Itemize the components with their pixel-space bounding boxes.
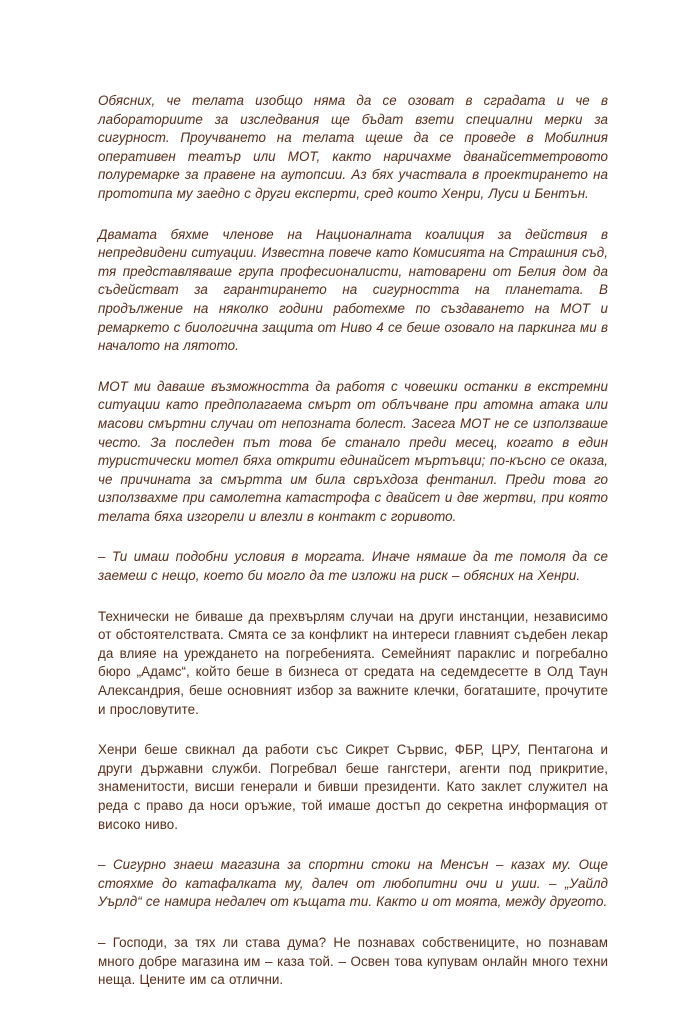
paragraph-3: МОТ ми даваше възможността да работя с човешки останки в екстремни ситуации като предполагаема смърт от облъчване при атомна атака или масови смъртни случаи от непозната болест. Засега МОТ не се използваше често. За последен път това бе станало преди месец, когато в един туристически мотел бяха открити единайсет мъртъвци; по-късно се оказа, че причината за смъртта им била свръхдоза фентанил. Преди това го използвахме при самолетна катастрофа с двайсет и две жертви, при която телата бяха изгорели и влезли в контакт с горивото. xyxy=(98,378,608,524)
paragraph-8: – Господи, за тях ли става дума? Не познавах собствениците, но познавам много добре магазина им – каза той. – Освен това купувам онлайн много техни неща. Цените им са отлични. xyxy=(98,934,608,988)
paragraph-1: Обясних, че телата изобщо няма да се озоват в сградата и че в лабораториите за изследвания ще бъдат взети специални мерки за сигурност. Проучването на телата щеше да се проведе в Мобилния оперативен театър или МОТ, както наричахме дванайсетметровото полуремарке за правене на аутопсии. Аз бях участвала в проектирането на прототипа му заедно с други експерти, сред които Хенри, Луси и Бентън. xyxy=(98,93,608,201)
paragraph-2: Двамата бяхме членове на Националната коалиция за действия в непредвидени ситуации. Известна повече като Комисията на Страшния съд, тя представляваше група професионалисти, натоварени от Белия дом да съдействат за гарантирането на сигурността на планетата. В продължение на няколко години работехме по създаването на МОТ и ремаркето с биологична защита от Ниво 4 се беше озовало на паркинга ми в началото на лятото. xyxy=(98,226,608,354)
paragraph-7: – Сигурно знаеш магазина за спортни стоки на Менсън – казах му. Още стояхме до катафалката му, далеч от любопитни очи и уши. – „Уайлд Уърлд“ се намира недалеч от къщата ти. Както и от моята, между другото. xyxy=(98,857,608,910)
paragraph-5: Технически не биваше да прехвърлям случаи на други инстанции, независимо от обстоятелствата. Смята се за конфликт на интереси главният съдебен лекар да влияе на уреждането на погребенията. Семейният параклис и погребално бюро „Адамс“, който беше в бизнеса от средата на седемдесетте в Олд Таун Александрия, беше основният избор за важните клечки, богаташите, прочутите и прословутите. xyxy=(98,608,608,717)
paragraph-4: – Ти имаш подобни условия в моргата. Иначе нямаше да те помоля да се заемеш с нещо, което би могло да те изложи на риск – обясних на Хенри. xyxy=(98,549,608,584)
paragraph-6: Хенри беше свикнал да работи със Сикрет Сървис, ФБР, ЦРУ, Пентагона и други държавни служби. Погребвал беше гангстери, агенти под прикритие, знаменитости, висши генерали и бивши президенти. Като заклет служител на реда с право да носи оръжие, той имаше достъп до секретна информация от високо ниво. xyxy=(98,742,608,832)
document-page xyxy=(98,92,608,1012)
